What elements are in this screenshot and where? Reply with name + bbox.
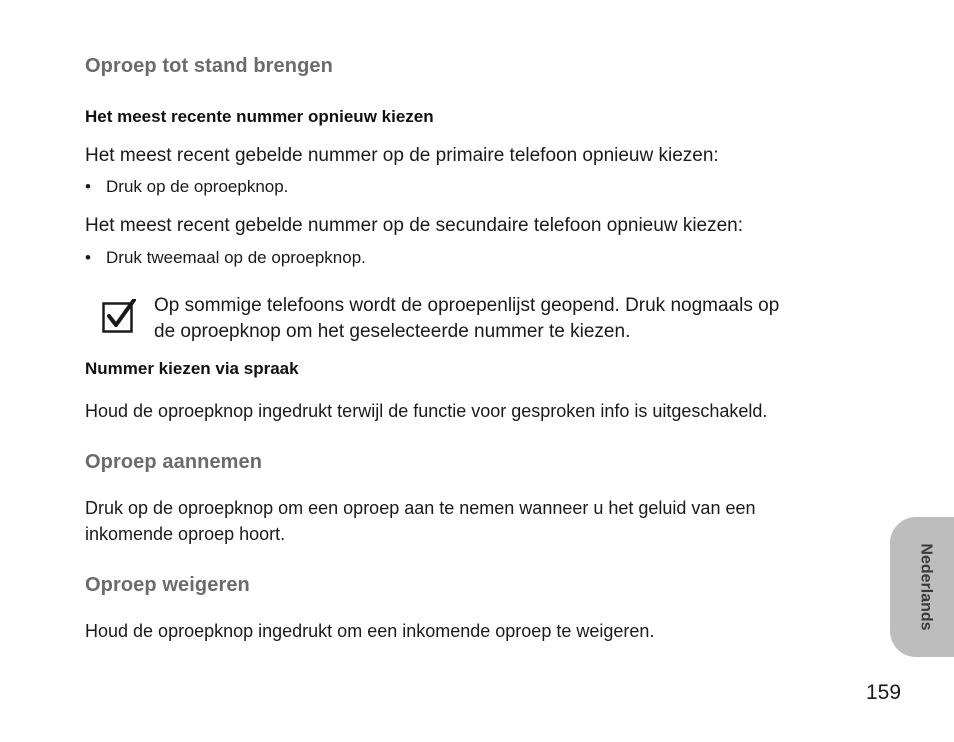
language-label: Nederlands (918, 543, 936, 631)
list-item (85, 248, 366, 268)
bullet-marker: • (85, 177, 91, 196)
page-number: 159 (866, 681, 902, 704)
note-line: de oproepknop om het geselecteerde nummer te kiezen. (154, 321, 631, 342)
bullet-marker: • (85, 248, 91, 267)
note-text (154, 293, 854, 345)
section-title-oproep-weigeren: Oproep weigeren (85, 574, 250, 596)
section-title-oproep-tot-stand-brengen: Oproep tot stand brengen (85, 55, 333, 77)
paragraph-redial-primary: Het meest recent gebelde nummer op de primaire telefoon opnieuw kiezen: (85, 145, 719, 166)
paragraph-redial-secondary: Het meest recent gebelde nummer op de secundaire telefoon opnieuw kiezen: (85, 215, 744, 236)
language-side-tab (890, 517, 954, 657)
list-item-text: Druk op de oproepknop. (106, 177, 289, 196)
subsection-title-redial: Het meest recente nummer opnieuw kiezen (85, 107, 434, 126)
section-title-oproep-aannemen: Oproep aannemen (85, 451, 263, 473)
checkbox-note-icon (102, 299, 136, 333)
paragraph-line: Druk op de oproepknop om een oproep aan te nemen wanneer u het geluid van een (85, 498, 756, 518)
paragraph-answer-call (85, 495, 865, 547)
note-line: Op sommige telefoons wordt de oproepenlijst geopend. Druk nogmaals op (154, 295, 780, 316)
paragraph-voice-dial: Houd de oproepknop ingedrukt terwijl de functie voor gesproken info is uitgeschakeld. (85, 401, 768, 421)
paragraph-line: inkomende oproep hoort. (85, 524, 286, 544)
list-item-text: Druk tweemaal op de oproepknop. (106, 248, 366, 267)
list-item (85, 177, 288, 197)
paragraph-reject-call: Houd de oproepknop ingedrukt om een inkomende oproep te weigeren. (85, 621, 655, 641)
subsection-title-voice-dial: Nummer kiezen via spraak (85, 359, 299, 378)
